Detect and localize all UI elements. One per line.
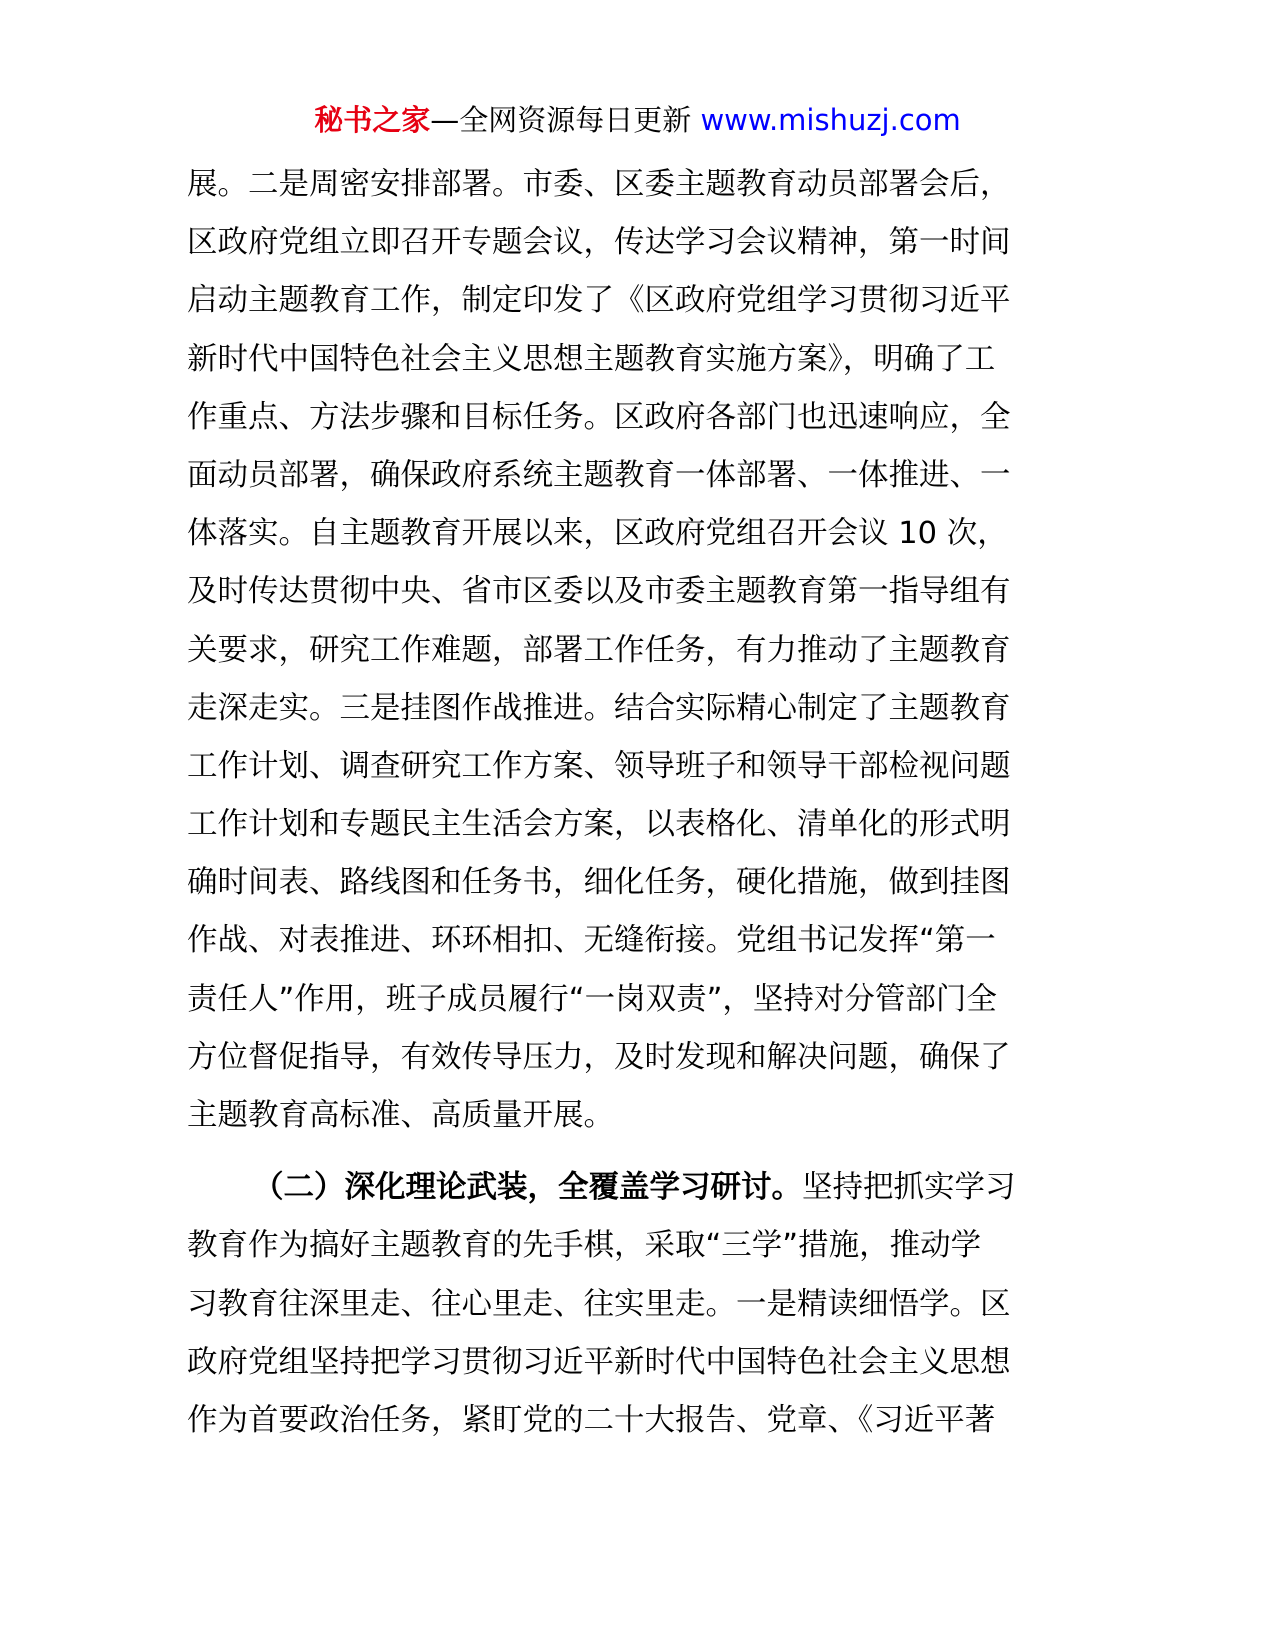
paragraph-line: 启动主题教育工作，制定印发了《区政府党组学习贯彻习近平 [187,283,1011,319]
site-brand: 秘书之家 [314,103,431,137]
heading-continuation: 坚持把抓实学习 [802,1170,1016,1206]
paragraph-first-line [187,1159,1092,1217]
paragraph-line: 体落实。自主题教育开展以来，区政府党组召开会议 10 次， [187,516,1008,552]
paragraph-line: 关要求，研究工作难题，部署工作任务，有力推动了主题教育 [187,632,1011,668]
paragraph-line: 作战、对表推进、环环相扣、无缝衔接。党组书记发挥“第一 [187,923,996,959]
site-url-link[interactable]: www.mishuzj.com [700,103,961,137]
paragraph-line: 教育作为搞好主题教育的先手棋，采取“三学”措施，推动学 [187,1228,982,1264]
section-heading: （二）深化理论武装，全覆盖学习研讨。 [253,1170,802,1206]
paragraph-line: 确时间表、路线图和任务书，细化任务，硬化措施，做到挂图 [187,865,1011,901]
paragraph-line: 工作计划、调查研究工作方案、领导班子和领导干部检视问题 [187,748,1011,784]
paragraph-line: 方位督促指导，有效传导压力，及时发现和解决问题，确保了 [187,1039,1011,1075]
paragraph-line: 区政府党组立即召开专题会议，传达学习会议精神，第一时间 [187,225,1011,261]
paragraph-line: 作为首要政治任务，紧盯党的二十大报告、党章、《习近平著 [187,1402,996,1438]
paragraph-line: 展。二是周密安排部署。市委、区委主题教育动员部署会后， [187,167,1011,202]
paragraph-line: 及时传达贯彻中央、省市区委以及市委主题教育第一指导组有 [187,574,1011,610]
paragraph-line: 习教育往深里走、往心里走、往实里走。一是精读细悟学。区 [187,1286,1011,1322]
paragraph-1 [187,156,1092,1145]
paragraph-line: 作重点、方法步骤和目标任务。区政府各部门也迅速响应，全 [187,399,1011,435]
paragraph-2 [187,1159,1092,1450]
site-tagline: —全网资源每日更新 [430,103,692,137]
paragraph-line: 走深走实。三是挂图作战推进。结合实际精心制定了主题教育 [187,690,1011,726]
paragraph-line: 政府党组坚持把学习贯彻习近平新时代中国特色社会主义思想 [187,1344,1011,1380]
paragraph-line: 责任人”作用，班子成员履行“一岗双责”，坚持对分管部门全 [187,981,997,1017]
paragraph-line: 新时代中国特色社会主义思想主题教育实施方案》，明确了工 [187,341,996,377]
paragraph-line: 主题教育高标准、高质量开展。 [187,1098,614,1133]
paragraph-line: 面动员部署，确保政府系统主题教育一体部署、一体推进、一 [187,457,1011,493]
document-body [187,156,1092,1450]
paragraph-gap [187,1145,1092,1159]
paragraph-line: 工作计划和专题民主生活会方案，以表格化、清单化的形式明 [187,807,1011,843]
site-header [0,100,1275,140]
